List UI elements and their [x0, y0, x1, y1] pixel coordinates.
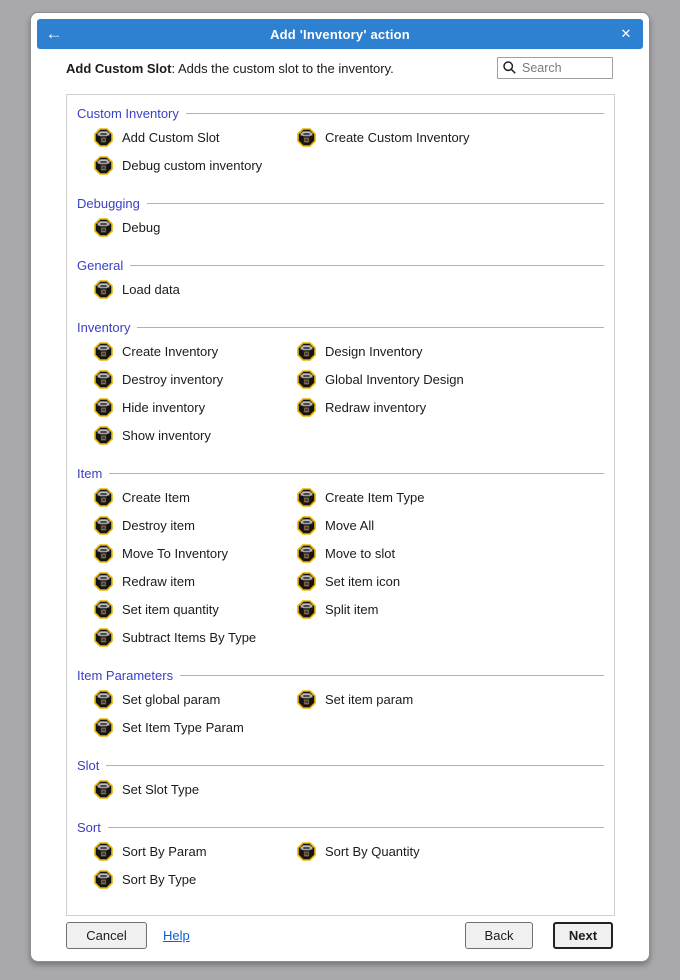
action-item[interactable] — [297, 539, 604, 567]
dialog-titlebar — [37, 19, 643, 49]
action-item[interactable] — [297, 393, 604, 421]
category-section — [77, 193, 604, 241]
robot-icon — [297, 842, 316, 861]
category-section — [77, 103, 604, 179]
next-button[interactable]: Next — [553, 922, 613, 949]
robot-icon — [94, 690, 113, 709]
robot-icon — [297, 572, 316, 591]
category-divider — [180, 675, 604, 676]
action-item[interactable] — [297, 567, 604, 595]
category-header — [77, 817, 604, 837]
robot-icon — [94, 718, 113, 737]
action-item-label: Load data — [122, 281, 180, 297]
action-item[interactable] — [94, 483, 297, 511]
category-header — [77, 193, 604, 213]
robot-icon — [94, 218, 113, 237]
action-item[interactable] — [94, 567, 297, 595]
robot-icon — [297, 516, 316, 535]
category-divider — [108, 827, 604, 828]
action-description — [66, 61, 394, 76]
action-item-label: Redraw inventory — [325, 399, 427, 415]
action-item-label: Set global param — [122, 691, 221, 707]
action-item[interactable] — [94, 275, 297, 303]
robot-icon — [94, 280, 113, 299]
category-divider — [186, 113, 604, 114]
back-button[interactable]: Back — [465, 922, 533, 949]
action-item-label: Add Custom Slot — [122, 129, 220, 145]
close-icon[interactable]: ✕ — [620, 26, 632, 41]
footer-left — [66, 922, 190, 949]
action-item[interactable] — [94, 713, 297, 741]
action-item-label: Sort By Param — [122, 843, 207, 859]
category-items — [77, 275, 604, 303]
action-item-label: Create Custom Inventory — [325, 129, 470, 145]
robot-icon — [94, 426, 113, 445]
category-items — [77, 685, 604, 741]
robot-icon — [94, 342, 113, 361]
action-item[interactable] — [297, 511, 604, 539]
action-item[interactable] — [94, 213, 297, 241]
action-item-label: Set item quantity — [122, 601, 219, 617]
action-item[interactable] — [94, 421, 297, 449]
category-header — [77, 255, 604, 275]
category-label: Item Parameters — [77, 667, 174, 683]
footer-right — [465, 922, 613, 949]
category-divider — [109, 473, 604, 474]
action-item[interactable] — [297, 365, 604, 393]
action-item[interactable] — [297, 483, 604, 511]
action-item-label: Split item — [325, 601, 379, 617]
robot-icon — [94, 488, 113, 507]
category-label: Debugging — [77, 195, 140, 211]
cancel-button[interactable]: Cancel — [66, 922, 147, 949]
action-item-label: Destroy item — [122, 517, 195, 533]
category-header — [77, 755, 604, 775]
category-section — [77, 817, 604, 893]
action-item[interactable] — [94, 393, 297, 421]
action-item[interactable] — [297, 123, 604, 151]
action-item[interactable] — [94, 775, 297, 803]
category-list — [77, 103, 604, 893]
dialog-footer — [66, 921, 613, 949]
action-item-label: Move To Inventory — [122, 545, 228, 561]
category-items — [77, 213, 604, 241]
back-arrow-icon[interactable]: ← — [45, 24, 63, 43]
action-item-label: Create Item Type — [325, 489, 425, 505]
action-item-label: Design Inventory — [325, 343, 423, 359]
search-input[interactable] — [497, 57, 613, 79]
category-section — [77, 317, 604, 449]
robot-icon — [94, 780, 113, 799]
robot-icon — [94, 544, 113, 563]
category-divider — [147, 203, 604, 204]
action-item-label: Subtract Items By Type — [122, 629, 257, 645]
action-item-label: Set item param — [325, 691, 414, 707]
description-row — [66, 55, 613, 81]
category-label: Slot — [77, 757, 100, 773]
action-item[interactable] — [94, 865, 297, 893]
action-item[interactable] — [94, 365, 297, 393]
category-header — [77, 103, 604, 123]
action-item-label: Sort By Quantity — [325, 843, 420, 859]
robot-icon — [297, 544, 316, 563]
category-label: Custom Inventory — [77, 105, 179, 121]
action-item-label: Debug custom inventory — [122, 157, 263, 173]
robot-icon — [94, 516, 113, 535]
category-items — [77, 775, 604, 803]
robot-icon — [297, 488, 316, 507]
action-item-label: Destroy inventory — [122, 371, 224, 387]
robot-icon — [297, 398, 316, 417]
robot-icon — [94, 572, 113, 591]
category-section — [77, 665, 604, 741]
help-link[interactable]: Help — [163, 927, 190, 943]
robot-icon — [94, 870, 113, 889]
category-header — [77, 665, 604, 685]
category-divider — [137, 327, 604, 328]
category-section — [77, 255, 604, 303]
robot-icon — [297, 128, 316, 147]
action-item-label: Move All — [325, 517, 375, 533]
robot-icon — [94, 398, 113, 417]
action-item-label: Redraw item — [122, 573, 195, 589]
action-item[interactable] — [94, 595, 297, 623]
action-item[interactable] — [94, 539, 297, 567]
category-items — [77, 123, 604, 179]
action-item[interactable] — [297, 685, 604, 713]
category-items — [77, 837, 604, 893]
category-label: Inventory — [77, 319, 131, 335]
action-item[interactable] — [94, 685, 297, 713]
robot-icon — [94, 628, 113, 647]
action-item-label: Create Inventory — [122, 343, 219, 359]
action-description-text: : Adds the custom slot to the inventory. — [171, 60, 394, 76]
robot-icon — [94, 128, 113, 147]
category-divider — [130, 265, 604, 266]
robot-icon — [297, 370, 316, 389]
category-label: Item — [77, 465, 103, 481]
category-section — [77, 463, 604, 651]
action-item-label: Set item icon — [325, 573, 401, 589]
action-item[interactable] — [94, 337, 297, 365]
category-label: Sort — [77, 819, 101, 835]
action-item-label: Show inventory — [122, 427, 211, 443]
robot-icon — [94, 156, 113, 175]
action-name: Add Custom Slot — [66, 60, 172, 76]
robot-icon — [297, 690, 316, 709]
category-items — [77, 337, 604, 449]
action-item-label: Move to slot — [325, 545, 396, 561]
action-item[interactable] — [297, 337, 604, 365]
dialog-title: Add 'Inventory' action — [270, 26, 410, 42]
category-header — [77, 463, 604, 483]
action-item[interactable] — [297, 595, 604, 623]
action-item-label: Set Item Type Param — [122, 719, 244, 735]
action-item-label: Hide inventory — [122, 399, 206, 415]
action-item-label: Set Slot Type — [122, 781, 200, 797]
action-item[interactable] — [94, 623, 297, 651]
category-items — [77, 483, 604, 651]
robot-icon — [94, 370, 113, 389]
action-list-panel — [66, 94, 615, 916]
action-item-label: Debug — [122, 219, 161, 235]
robot-icon — [94, 600, 113, 619]
action-item-label: Global Inventory Design — [325, 371, 464, 387]
action-item[interactable] — [94, 123, 297, 151]
category-header — [77, 317, 604, 337]
action-item-label: Create Item — [122, 489, 190, 505]
add-action-dialog — [30, 12, 650, 962]
action-item-label: Sort By Type — [122, 871, 197, 887]
search-box — [497, 57, 613, 79]
action-item[interactable] — [94, 151, 297, 179]
action-item[interactable] — [94, 837, 297, 865]
action-item[interactable] — [94, 511, 297, 539]
category-divider — [106, 765, 604, 766]
category-section — [77, 755, 604, 803]
action-item[interactable] — [297, 837, 604, 865]
robot-icon — [297, 342, 316, 361]
robot-icon — [297, 600, 316, 619]
robot-icon — [94, 842, 113, 861]
category-label: General — [77, 257, 124, 273]
